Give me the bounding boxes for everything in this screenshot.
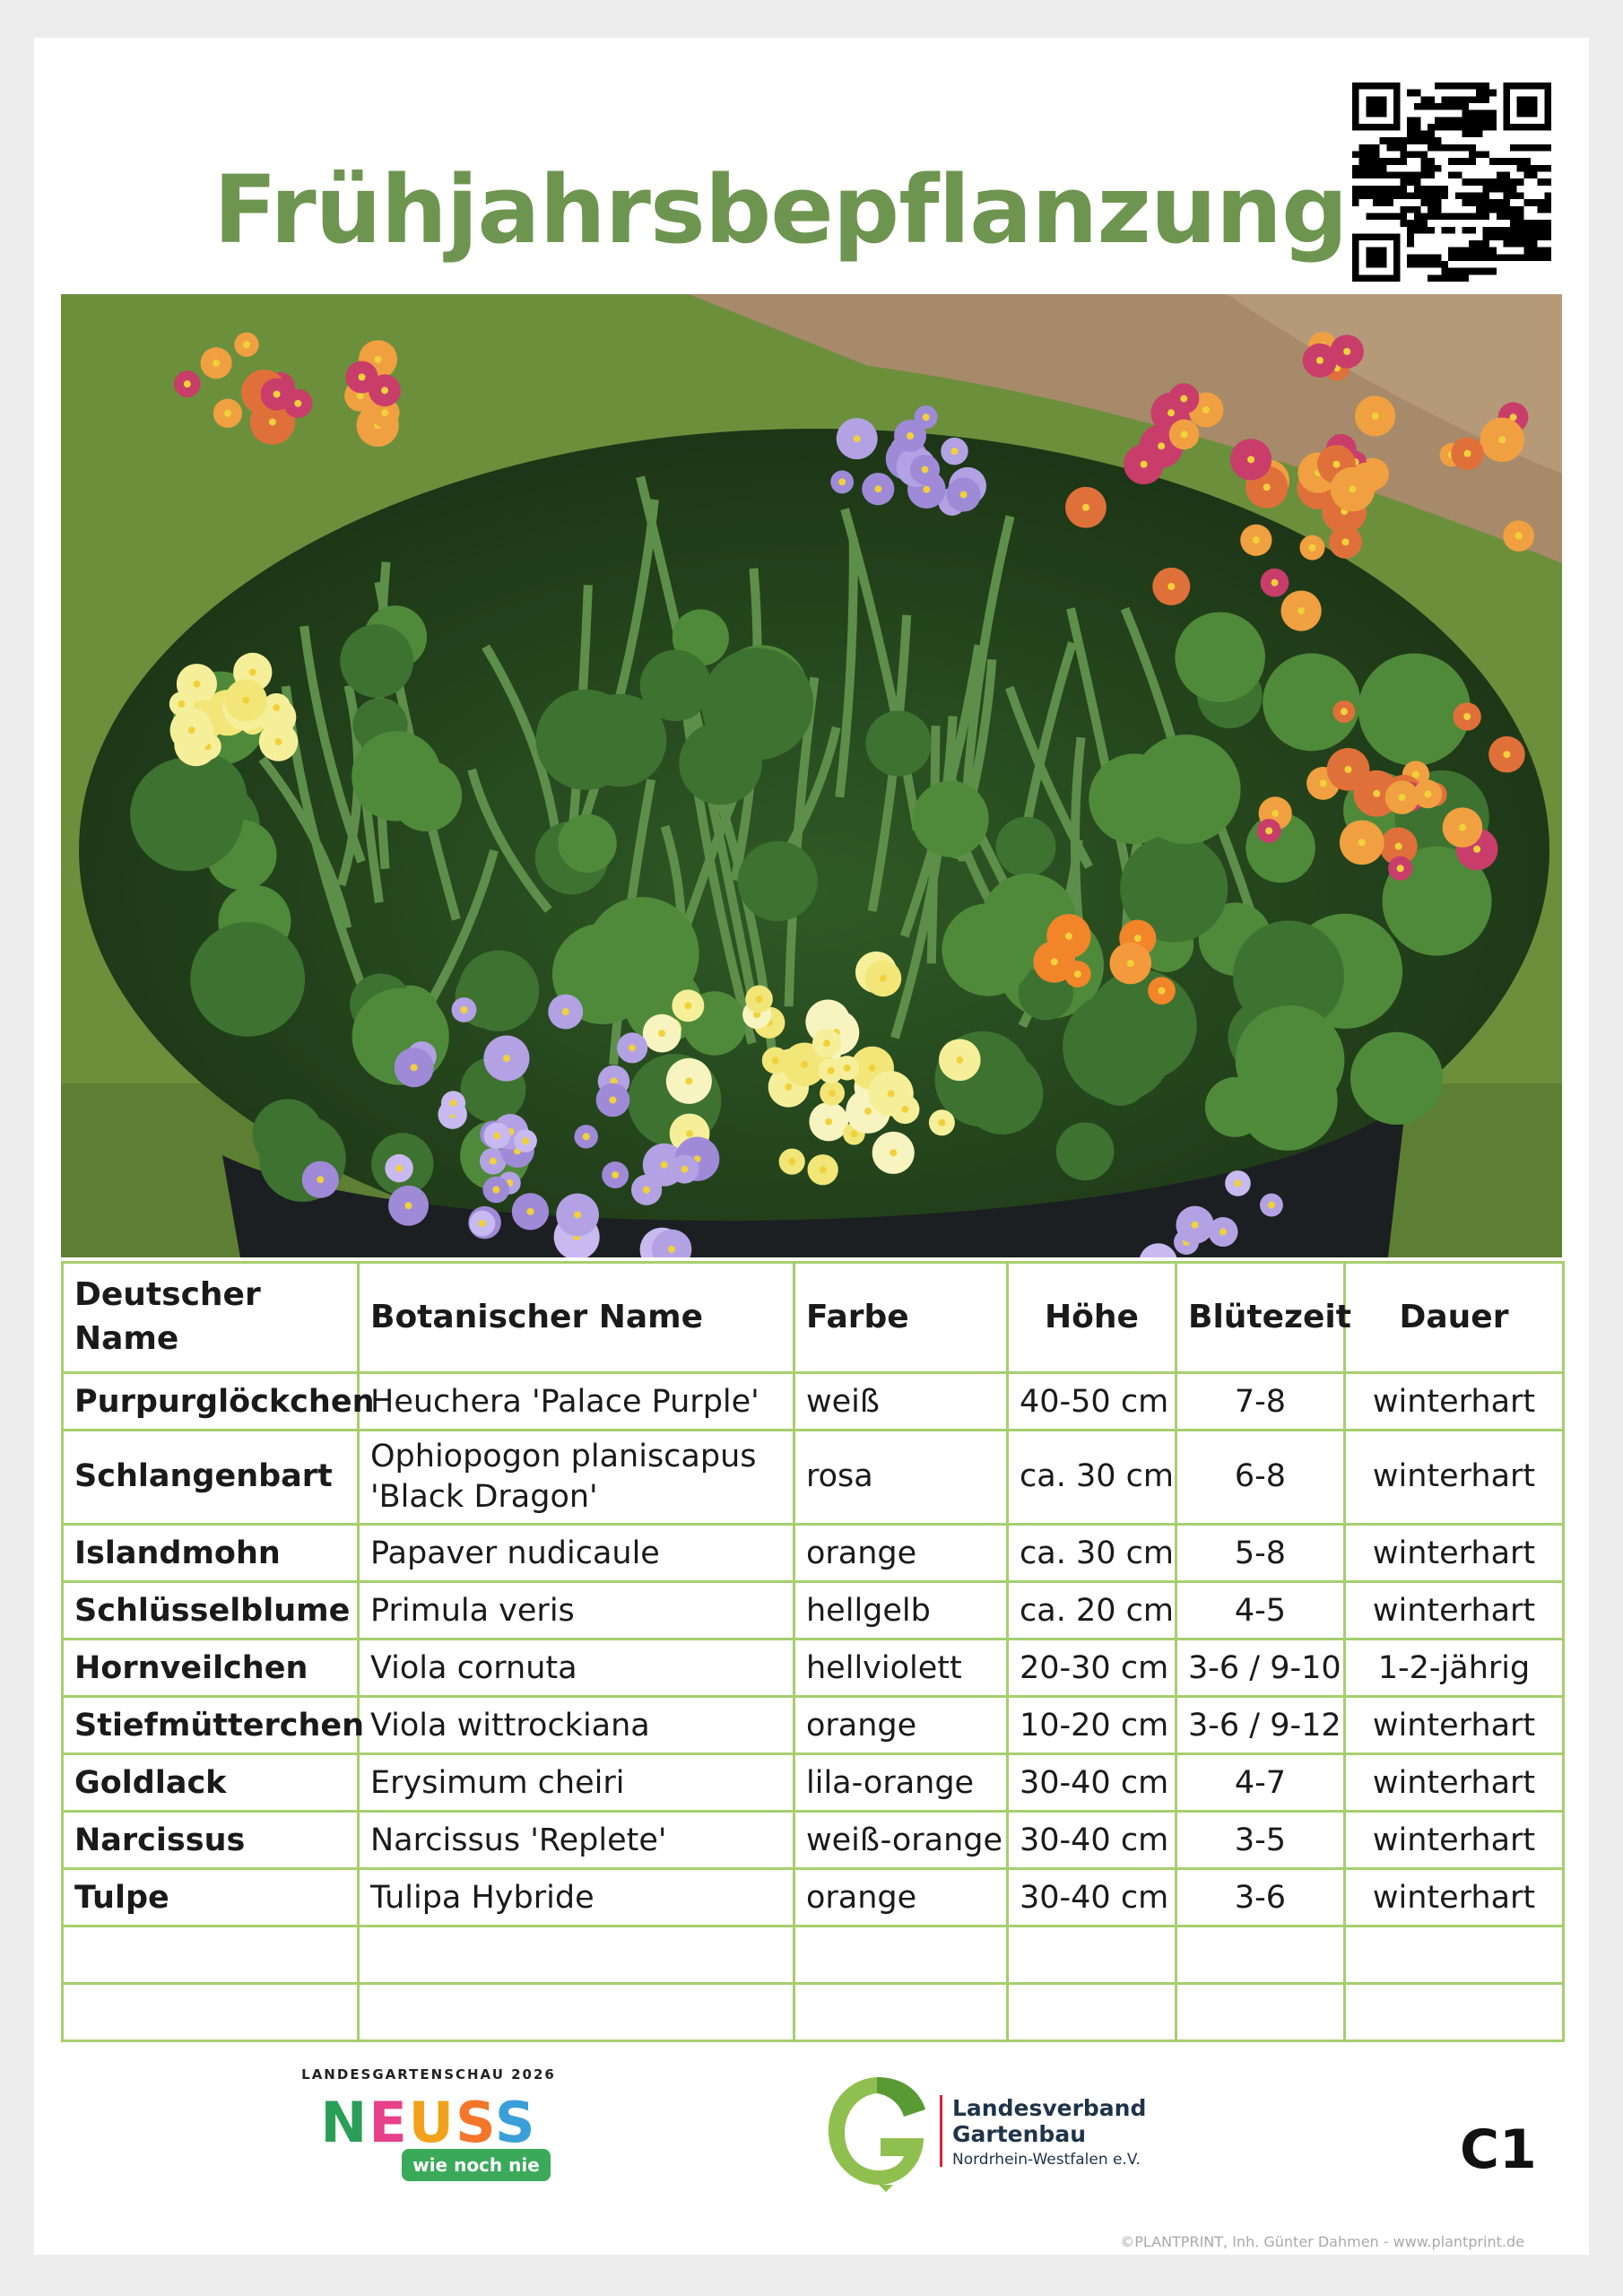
table-row xyxy=(63,1373,1564,1431)
cell-height: 30-40 cm xyxy=(1008,1812,1176,1869)
cell-height: 30-40 cm xyxy=(1008,1869,1176,1926)
cell-bloom-time: 4-7 xyxy=(1176,1754,1345,1812)
header-farbe: Farbe xyxy=(794,1263,1008,1373)
table-row xyxy=(63,1582,1564,1639)
cell-color: weiß xyxy=(794,1373,1008,1431)
cell-botanical-name: Ophiopogon planiscapus 'Black Dragon' xyxy=(359,1431,794,1525)
cell-bloom-time: 4-5 xyxy=(1176,1582,1345,1639)
cell-botanical-name: Heuchera 'Palace Purple' xyxy=(359,1373,794,1431)
lv-name: Landesverband Gartenbau xyxy=(952,2095,1147,2147)
cell-german-name: Tulpe xyxy=(63,1869,359,1926)
copyright: ©PLANTPRINT, Inh. Günter Dahmen - www.plantprint.de xyxy=(1120,2233,1524,2250)
cell-botanical-name: Narcissus 'Replete' xyxy=(359,1812,794,1869)
cell-bloom-time: 6-8 xyxy=(1176,1431,1345,1525)
cell-color: hellviolett xyxy=(794,1639,1008,1697)
plant-bed-photo xyxy=(61,294,1562,1257)
cell-german-name: Schlüsselblume xyxy=(63,1582,359,1639)
cell-duration: winterhart xyxy=(1345,1869,1564,1926)
table-row xyxy=(63,1697,1564,1754)
table-row xyxy=(63,1639,1564,1697)
sign-code: C1 xyxy=(1460,2118,1537,2181)
lgs-caption: LANDESGARTENSCHAU 2026 xyxy=(301,2066,556,2083)
sign-sheet xyxy=(34,38,1589,2255)
cell-duration: winterhart xyxy=(1345,1812,1564,1869)
cell-height: 30-40 cm xyxy=(1008,1754,1176,1812)
cell-duration: winterhart xyxy=(1345,1525,1564,1582)
cell-german-name: Purpurglöckchen xyxy=(63,1373,359,1431)
landesgartenschau-logo xyxy=(294,2066,563,2192)
cell-botanical-name: Viola cornuta xyxy=(359,1639,794,1697)
cell-height: 40-50 cm xyxy=(1008,1373,1176,1431)
cell-german-name: Stiefmütterchen xyxy=(63,1697,359,1754)
qr-code-icon[interactable] xyxy=(1352,83,1551,282)
cell-bloom-time: 3-6 / 9-10 xyxy=(1176,1639,1345,1697)
table-row-empty xyxy=(63,1926,1564,1984)
header-botanischer-name: Botanischer Name xyxy=(359,1263,794,1373)
table-header-row xyxy=(63,1263,1564,1373)
table-row xyxy=(63,1869,1564,1926)
cell-duration: winterhart xyxy=(1345,1754,1564,1812)
cell-german-name: Islandmohn xyxy=(63,1525,359,1582)
cell-color: orange xyxy=(794,1525,1008,1582)
cell-color: weiß-orange xyxy=(794,1812,1008,1869)
cell-height: ca. 30 cm xyxy=(1008,1525,1176,1582)
plant-table xyxy=(61,1261,1565,2042)
lgs-tagline: wie noch nie xyxy=(402,2149,551,2181)
cell-color: hellgelb xyxy=(794,1582,1008,1639)
landesverband-logo xyxy=(823,2070,1200,2196)
cell-german-name: Hornveilchen xyxy=(63,1639,359,1697)
cell-height: 20-30 cm xyxy=(1008,1639,1176,1697)
cell-color: orange xyxy=(794,1697,1008,1754)
cell-duration: winterhart xyxy=(1345,1373,1564,1431)
svg-text:NEUSS: NEUSS xyxy=(320,2093,537,2149)
cell-height: 10-20 cm xyxy=(1008,1697,1176,1754)
header-dauer: Dauer xyxy=(1345,1263,1564,1373)
cell-botanical-name: Tulipa Hybride xyxy=(359,1869,794,1926)
table-row xyxy=(63,1754,1564,1812)
cell-height: ca. 30 cm xyxy=(1008,1431,1176,1525)
cell-color: orange xyxy=(794,1869,1008,1926)
cell-german-name: Schlangenbart xyxy=(63,1431,359,1525)
header-deutscher-name: Deutscher Name xyxy=(63,1263,359,1373)
landesverband-g-logo-icon xyxy=(823,2070,931,2196)
table-row xyxy=(63,1812,1564,1869)
cell-german-name: Goldlack xyxy=(63,1754,359,1812)
cell-botanical-name: Papaver nudicaule xyxy=(359,1525,794,1582)
lgs-wordmark xyxy=(294,2093,563,2149)
header-bluetezeit: Blütezeit xyxy=(1176,1263,1345,1373)
cell-bloom-time: 7-8 xyxy=(1176,1373,1345,1431)
table-row-empty xyxy=(63,1984,1564,2041)
cell-height: ca. 20 cm xyxy=(1008,1582,1176,1639)
cell-german-name: Narcissus xyxy=(63,1812,359,1869)
table-row xyxy=(63,1525,1564,1582)
cell-duration: winterhart xyxy=(1345,1697,1564,1754)
table-row xyxy=(63,1431,1564,1525)
cell-duration: winterhart xyxy=(1345,1582,1564,1639)
cell-duration: 1-2-jährig xyxy=(1345,1639,1564,1697)
lv-subtitle: Nordrhein-Westfalen e.V. xyxy=(952,2151,1141,2169)
cell-botanical-name: Viola wittrockiana xyxy=(359,1697,794,1754)
cell-bloom-time: 5-8 xyxy=(1176,1525,1345,1582)
cell-bloom-time: 3-5 xyxy=(1176,1812,1345,1869)
cell-color: rosa xyxy=(794,1431,1008,1525)
cell-bloom-time: 3-6 / 9-12 xyxy=(1176,1697,1345,1754)
page-title: Frühjahrsbepflanzung xyxy=(213,155,1348,265)
cell-botanical-name: Primula veris xyxy=(359,1582,794,1639)
cell-bloom-time: 3-6 xyxy=(1176,1869,1345,1926)
cell-color: lila-orange xyxy=(794,1754,1008,1812)
cell-duration: winterhart xyxy=(1345,1431,1564,1525)
cell-botanical-name: Erysimum cheiri xyxy=(359,1754,794,1812)
header-hoehe: Höhe xyxy=(1008,1263,1176,1373)
lv-divider xyxy=(940,2095,942,2167)
